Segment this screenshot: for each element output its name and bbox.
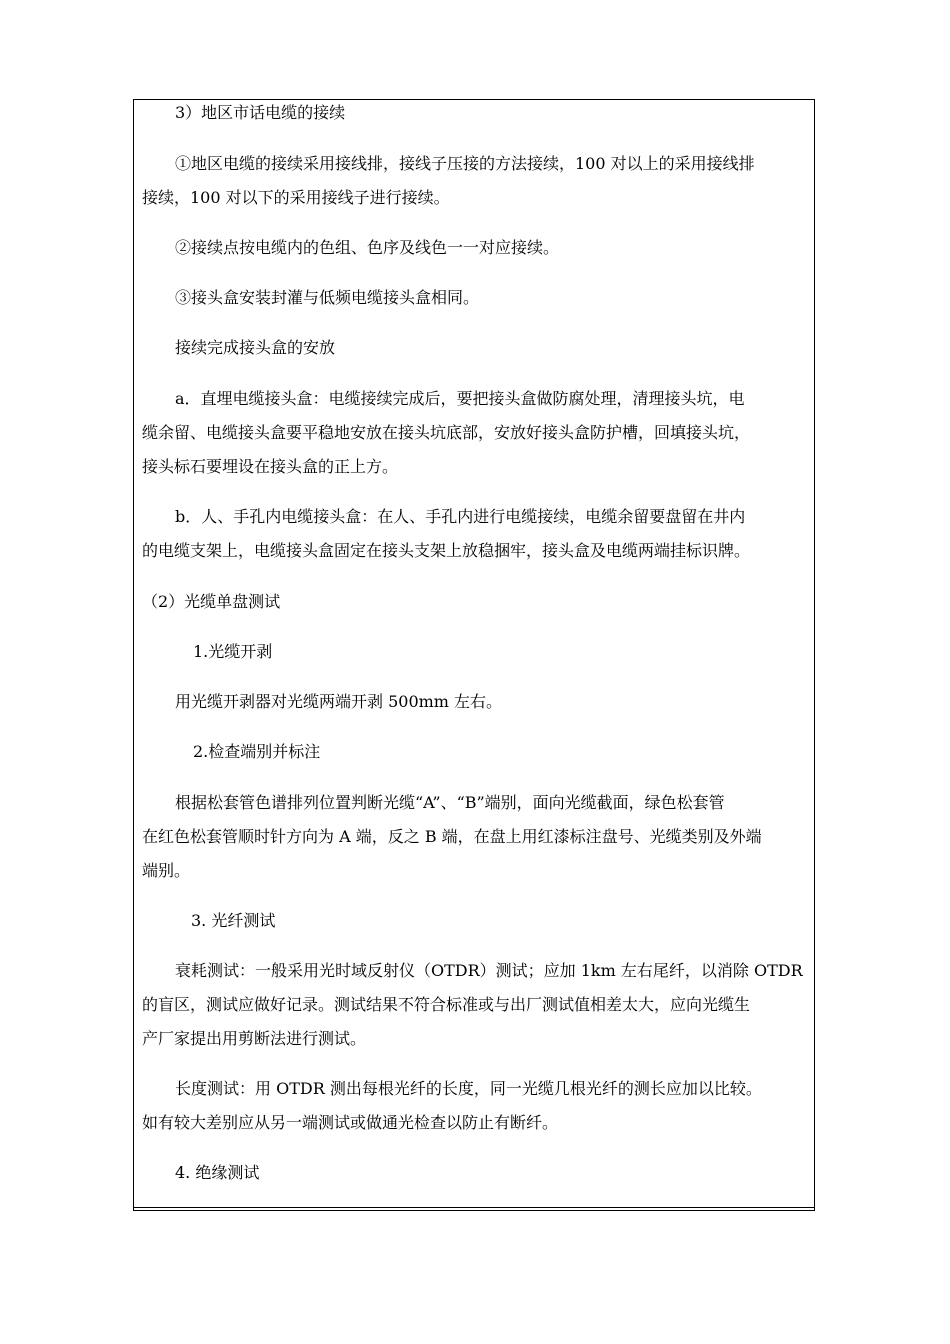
subheading: 3. 光纤测试 — [191, 911, 276, 930]
subheading: 2.检查端别并标注 — [193, 742, 321, 761]
paragraph-line: 的盲区，测试应做好记录。测试结果不符合标准或与出厂测试值相差太大，应向光缆生 — [142, 995, 751, 1014]
paragraph-line: ②接续点按电缆内的色组、色序及线色一一对应接续。 — [175, 238, 560, 257]
paragraph-line: 用光缆开剥器对光缆两端开剥 500mm 左右。 — [175, 692, 503, 711]
heading-splicing: 3）地区市话电缆的接续 — [175, 103, 346, 122]
paragraph-line: 衰耗测试：一般采用光时域反射仪（OTDR）测试；应加 1km 左右尾纤，以消除 OTDR — [175, 961, 803, 980]
paragraph-line: a．直埋电缆接头盒：电缆接续完成后，要把接头盒做防腐处理，清理接头坑，电 — [175, 389, 745, 408]
paragraph-line: 接续完成接头盒的安放 — [175, 338, 336, 357]
paragraph-line: 长度测试：用 OTDR 测出每根光纤的长度，同一光缆几根光纤的测长应加以比较。 — [175, 1079, 762, 1098]
paragraph-line: 如有较大差别应从另一端测试或做通光检查以防止有断纤。 — [142, 1113, 559, 1132]
subheading: 1.光缆开剥 — [193, 642, 273, 661]
paragraph-line: 端别。 — [142, 861, 191, 880]
paragraph-line: 的电缆支架上，电缆接头盒固定在接头支架上放稳捆牢，接头盒及电缆两端挂标识牌。 — [142, 541, 751, 560]
paragraph-line: ③接头盒安装封灌与低频电缆接头盒相同。 — [175, 288, 480, 307]
paragraph-line: 缆余留、电缆接头盒要平稳地安放在接头坑底部，安放好接头盒防护槽，回填接头坑， — [142, 423, 751, 442]
paragraph-line: 产厂家提出用剪断法进行测试。 — [142, 1029, 367, 1048]
paragraph-line: ①地区电缆的接续采用接线排，接线子压接的方法接续，100 对以上的采用接线排 — [175, 154, 755, 173]
paragraph-line: 根据松套管色谱排列位置判断光缆“A”、“B”端别，面向光缆截面，绿色松套管 — [175, 793, 725, 812]
paragraph-line: 接续，100 对以下的采用接线子进行接续。 — [142, 188, 450, 207]
subheading: 4. 绝缘测试 — [175, 1163, 260, 1182]
paragraph-line: 接头标石要埋设在接头盒的正上方。 — [142, 457, 399, 476]
paragraph-line: 在红色松套管顺时针方向为 A 端，反之 B 端，在盘上用红漆标注盘号、光缆类别及外端 — [142, 827, 762, 846]
paragraph-line: b．人、手孔内电缆接头盒：在人、手孔内进行电缆接续，电缆余留要盘留在井内 — [175, 507, 746, 526]
section-heading: （2）光缆单盘测试 — [142, 592, 281, 611]
